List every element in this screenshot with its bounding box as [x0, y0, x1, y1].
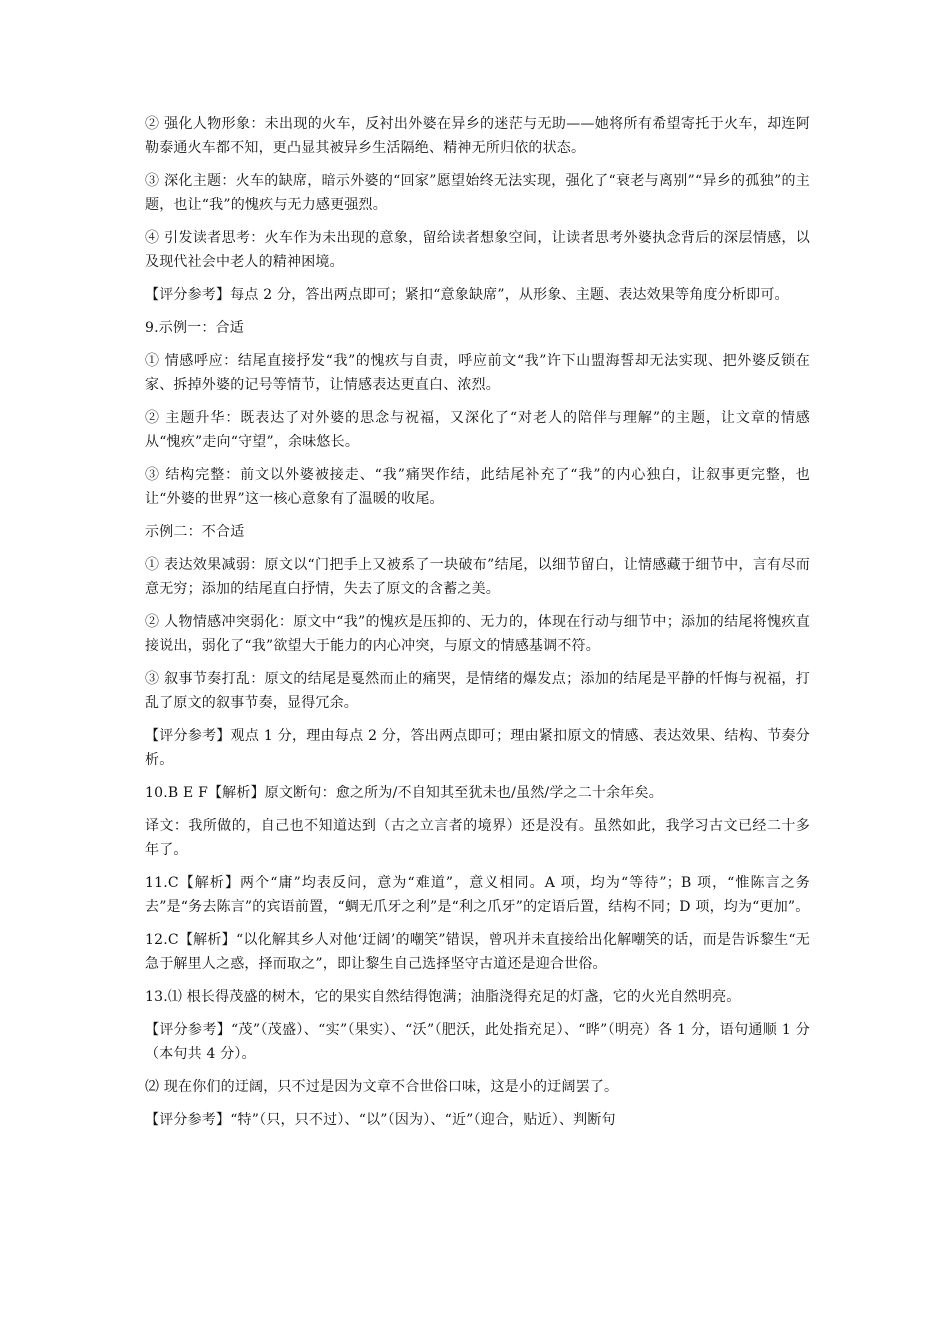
answer-13-part-1-scoring: 【评分参考】“茂”（茂盛）、“实”（果实）、“沃”（肥沃，此处指充足）、“晔”（明亮）各 1 分，语句通顺 1 分（本句共 4 分）。 — [145, 1022, 810, 1062]
answer-8-point-3: ③ 深化主题：火车的缺席，暗示外婆的“回家”愿望始终无法实现，强化了“衰老与离别”“异乡的孤独”的主题，也让“我”的愧疚与无力感更强烈。 — [145, 173, 810, 213]
answer-10-translation: 译文：我所做的，自己也不知道达到（古之立言者的境界）还是没有。虽然如此，我学习古文已经二十多年了。 — [145, 818, 810, 858]
answer-13-part-2-scoring: 【评分参考】“特”（只，只不过）、“以”（因为）、“近”（迎合，贴近）、判断句 — [145, 1112, 616, 1128]
answer-9-example-2-point-2: ② 人物情感冲突弱化：原文中“我”的愧疚是压抑的、无力的，体现在行动与细节中；添加的结尾将愧疚直接说出，弱化了“我”欲望大于能力的内心冲突，与原文的情感基调不符。 — [145, 614, 810, 654]
answer-9-example-2-heading: 示例二：不合适 — [145, 524, 245, 540]
answer-9-example-1-point-3: ③ 结构完整：前文以外婆被接走、“我”痛哭作结，此结尾补充了“我”的内心独白，让叙事更完整，也让“外婆的世界”这一核心意象有了温暖的收尾。 — [145, 467, 810, 507]
answer-10: 10.B E F【解析】原文断句：愈之所为/不自知其至犹未也/虽然/学之二十余年矣。 — [145, 785, 663, 801]
answer-9-example-2-point-3: ③ 叙事节奏打乱：原文的结尾是戛然而止的痛哭，是情绪的爆发点；添加的结尾是平静的忏悔与祝福，打乱了原文的叙事节奏，显得冗余。 — [145, 671, 810, 711]
answer-9-example-2-point-1: ① 表达效果减弱：原文以“门把手上又被系了一块破布”结尾，以细节留白，让情感藏于细节中，言有尽而意无穷；添加的结尾直白抒情，失去了原文的含蓄之美。 — [145, 557, 810, 597]
answer-12: 12.C【解析】“以化解其乡人对他‘迂阔’的嘲笑”错误，曾巩并未直接给出化解嘲笑的话，而是告诉黎生“无急于解里人之惑，择而取之”，即让黎生自己选择坚守古道还是迎合世俗。 — [145, 932, 810, 972]
answer-11: 11.C【解析】两个“庸”均表反问，意为“难道”，意义相同。A 项，均为“等待”；B 项，“惟陈言之务去”是“务去陈言”的宾语前置，“蜩无爪牙之利”是“利之爪牙”的定语后置，结构不同；D 项，均为“更加”。 — [145, 875, 810, 915]
answer-8-point-2: ② 强化人物形象：未出现的火车，反衬出外婆在异乡的迷茫与无助——她将所有希望寄托于火车，却连阿勒泰通火车都不知，更凸显其被异乡生活隔绝、精神无所归依的状态。 — [145, 116, 810, 156]
answer-9-example-1-point-1: ① 情感呼应：结尾直接抒发“我”的愧疚与自责，呼应前文“我”许下山盟海誓却无法实现、把外婆反锁在家、拆掉外婆的记号等情节，让情感表达更直白、浓烈。 — [145, 353, 810, 393]
answer-9-scoring: 【评分参考】观点 1 分，理由每点 2 分，答出两点即可；理由紧扣原文的情感、表达效果、结构、节奏分析。 — [145, 728, 810, 768]
answer-8-scoring: 【评分参考】每点 2 分，答出两点即可；紧扣“意象缺席”，从形象、主题、表达效果等角度分析即可。 — [145, 287, 789, 303]
answer-13-part-1: 13.⑴ 根长得茂盛的树木，它的果实自然结得饱满；油脂浇得充足的灯盏，它的火光自然明亮。 — [145, 989, 741, 1005]
answer-9-example-1-heading: 9.示例一：合适 — [145, 320, 244, 336]
document-page — [145, 112, 810, 1141]
answer-9-example-1-point-2: ② 主题升华：既表达了对外婆的思念与祝福，又深化了“对老人的陪伴与理解”的主题，让文章的情感从“愧疚”走向“守望”，余味悠长。 — [145, 410, 810, 450]
answer-8-point-4: ④ 引发读者思考：火车作为未出现的意象，留给读者想象空间，让读者思考外婆执念背后的深层情感，以及现代社会中老人的精神困境。 — [145, 230, 810, 270]
answer-13-part-2: ⑵ 现在你们的迂阔，只不过是因为文章不合世俗口味，这是小的迂阔罢了。 — [145, 1079, 619, 1095]
